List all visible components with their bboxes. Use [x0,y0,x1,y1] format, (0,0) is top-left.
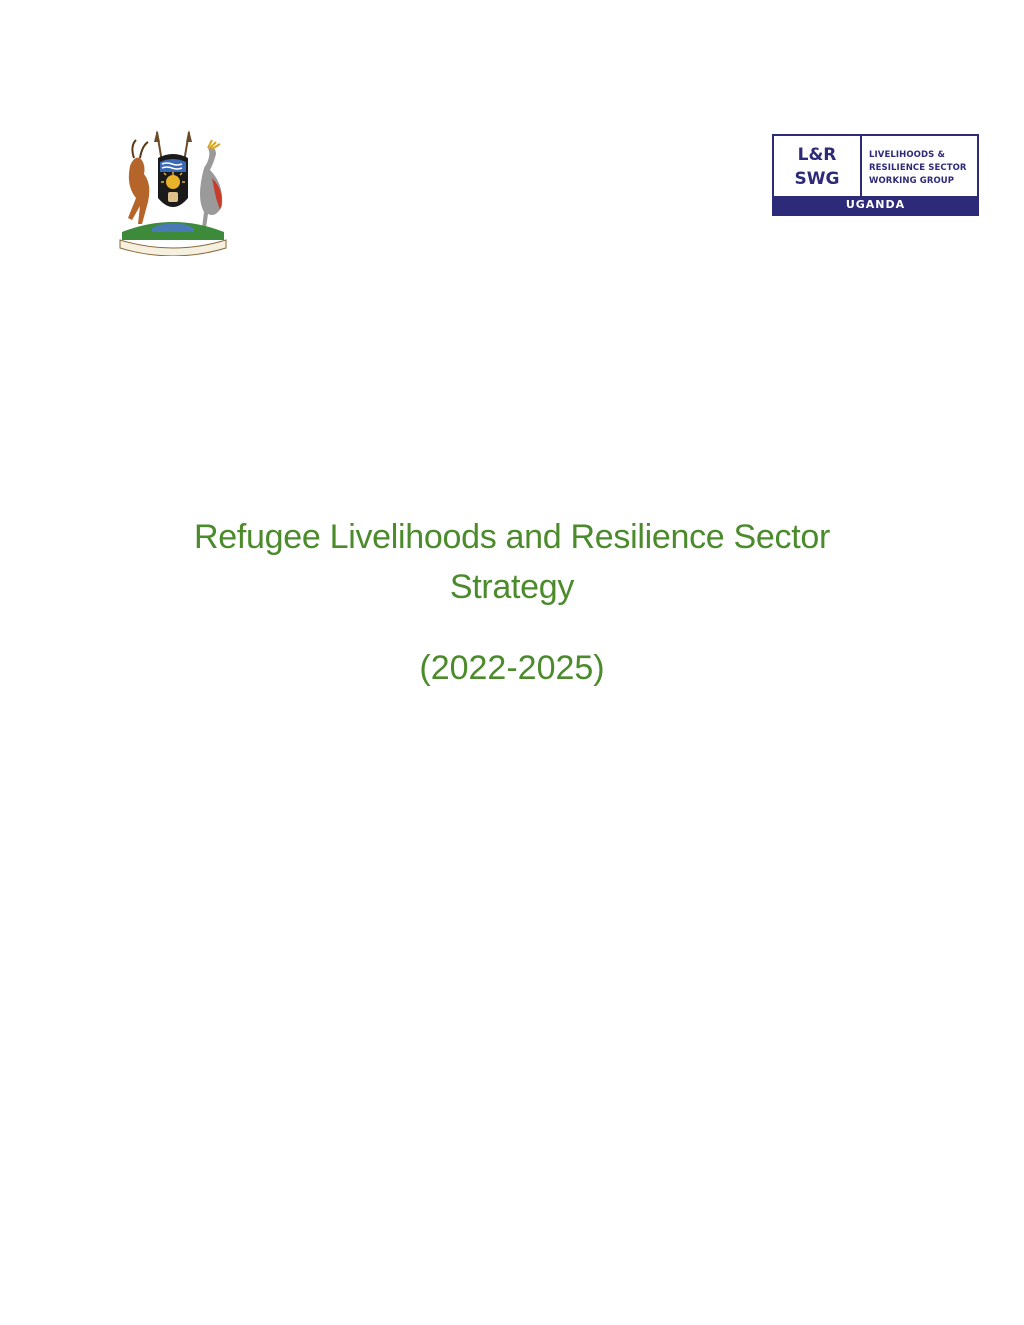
swg-logo-fullname-line1: LIVELIHOODS & [869,150,945,160]
swg-logo-fullname-line3: WORKING GROUP [869,176,955,186]
uganda-coat-of-arms-icon [112,128,234,256]
document-title: Refugee Livelihoods and Resilience Sector Strategy [194,518,830,606]
swg-logo-abbr-line2: SWG [794,169,840,189]
document-title-block [0,512,1024,690]
document-years: (2022-2025) [419,649,605,687]
lr-swg-logo [772,134,979,216]
swg-logo-abbr-line1: L&R [797,145,837,165]
swg-logo-abbreviation [774,136,862,198]
swg-logo-country: UGANDA [774,196,977,214]
swg-logo-fullname-line2: RESILIENCE SECTOR [869,163,967,173]
swg-logo-fullname [869,149,977,188]
coat-of-arms-logo [112,128,234,256]
